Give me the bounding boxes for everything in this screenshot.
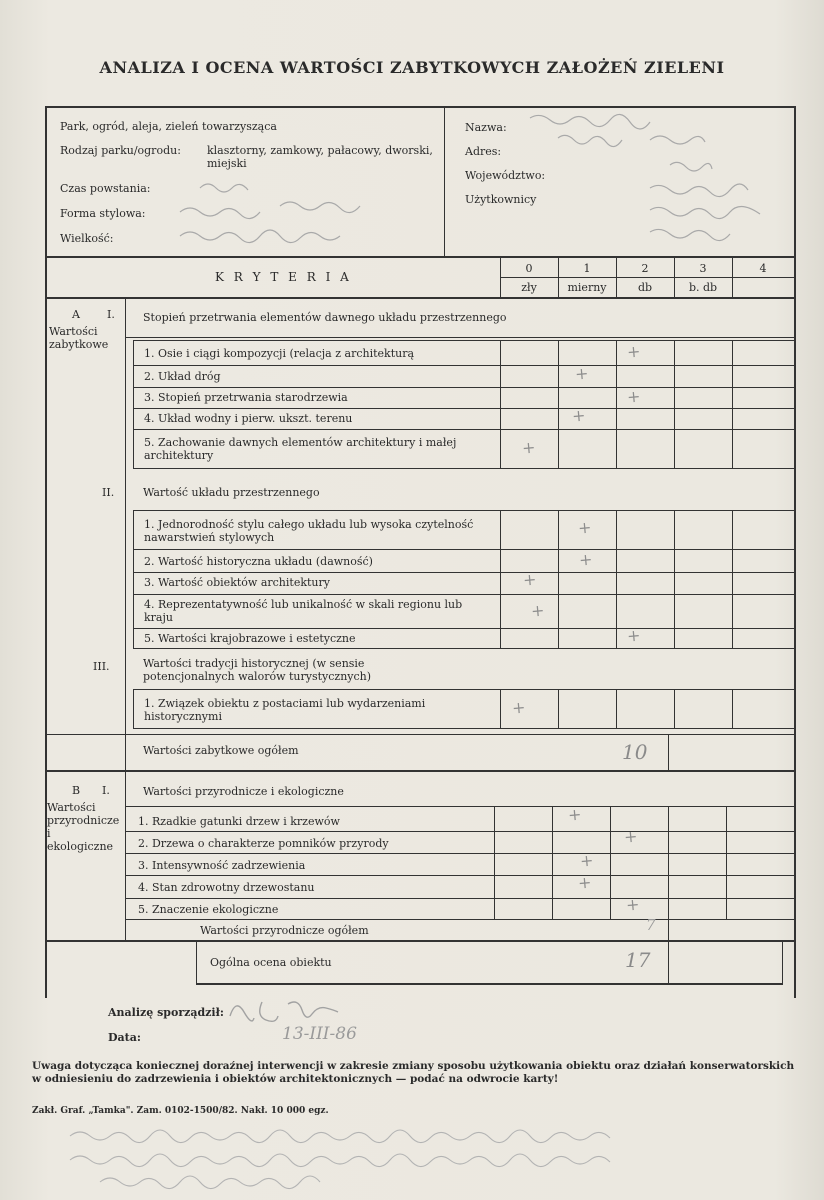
sectionA-I-title: Stopień przetrwania elementów dawnego układu przestrzennego [143, 311, 507, 324]
score-4: 4 [759, 262, 767, 275]
score-2: 2 [641, 262, 649, 275]
A-grid-c3 [674, 340, 675, 469]
sectionA-I-num: I. [107, 308, 115, 321]
AII-row-3 [133, 594, 794, 595]
park-label: Park, ogród, aleja, zieleń towarzysząca [60, 120, 277, 133]
analiza-label: Analizę sporządził: [108, 1006, 224, 1019]
sectionB-letter: B [72, 784, 81, 797]
B-item-4: 4. Stan zdrowotny drzewostanu [138, 881, 315, 894]
B-grid-c4 [726, 806, 727, 920]
mark-A-II-3: + [522, 569, 538, 590]
sectionB-title: Wartości przyrodnicze i ekologiczne [143, 785, 344, 798]
mark-A-I-4: + [571, 405, 587, 426]
data-value: 13-III-86 [282, 1024, 357, 1044]
label-col-divider [125, 299, 126, 941]
A-total-bottom [45, 770, 796, 772]
header-box-top [45, 106, 796, 108]
B-total-box [668, 919, 669, 941]
sectionA-III-title: Wartości tradycji historycznej (w sensie potencjonalnych walorów turystycznych) [143, 657, 372, 683]
mark-A-II-1: + [577, 517, 593, 538]
sectionA-II-num: II. [102, 486, 115, 499]
score-name-3: b. db [688, 281, 718, 294]
A-total-value: 10 [622, 740, 648, 764]
overall-bottom [196, 983, 783, 985]
mark-A-II-4: + [530, 600, 546, 621]
data-label: Data: [108, 1031, 141, 1044]
A-II-item-4: 4. Reprezentatywność lub unikalność w skali regionu lub kraju [144, 598, 463, 624]
B-grid-c2 [610, 806, 611, 920]
mark-A-II-5: + [626, 625, 642, 646]
AIII-grid-c2 [616, 689, 617, 728]
B-grid-c3 [668, 806, 669, 920]
B-total-bottom [45, 940, 796, 942]
B-row-3 [125, 875, 796, 876]
AII-row-5 [133, 648, 794, 649]
A-I-item-2: 2. Układ dróg [144, 370, 221, 383]
A-grid-c4 [732, 340, 733, 469]
A-row-4 [133, 429, 794, 430]
footer-note: Uwaga dotycząca koniecznej doraźnej interwencji w zakresie zmiany sposobu użytkowania obiektu oraz działań konserwatorskich w odniesieniu do zadrzewienia i obiektów architektonicznych — podać na odwrocie karty! [32, 1060, 795, 1085]
B-row-5 [125, 919, 796, 920]
A-II-item-3: 3. Wartość obiektów architektury [144, 576, 330, 589]
mark-A-III-1: + [511, 697, 527, 718]
A-row-1 [133, 365, 794, 366]
AIII-row-1 [133, 728, 794, 729]
B-item-5: 5. Znaczenie ekologiczne [138, 903, 279, 916]
A-II-item-2: 2. Wartość historyczna układu (dawność) [144, 555, 373, 568]
print-info: Zakł. Graf. „Tamka". Zam. 0102-1500/82. Nakł. 10 000 egz. [32, 1106, 329, 1116]
mark-B-2: + [623, 826, 639, 847]
AIII-grid-c1 [558, 689, 559, 728]
B-row-4 [125, 898, 796, 899]
rodzaj-label: Rodzaj parku/ogrodu: [60, 144, 181, 157]
mark-A-I-3: + [626, 386, 642, 407]
AII-row-4 [133, 628, 794, 629]
sectionB-name: Wartości przyrodniczе i ekologiczne [47, 801, 120, 853]
A-grid-c1 [558, 340, 559, 469]
forma-label: Forma stylowa: [60, 207, 146, 220]
B-grid-c0 [494, 806, 495, 920]
A-grid-c2 [616, 340, 617, 469]
handwriting-scribbles-bottom [60, 1116, 760, 1196]
A-I-item-5: 5. Zachowanie dawnych elementów architektury i małej architektury [144, 436, 457, 462]
B-item-1: 1. Rzadkie gatunki drzew i krzewów [138, 815, 340, 828]
score-0: 0 [525, 262, 533, 275]
score-3: 3 [699, 262, 707, 275]
score-1: 1 [583, 262, 591, 275]
A-II-item-1: 1. Jednorodność stylu całego układu lub wysoka czytelność nawarstwień stylowych [144, 518, 474, 544]
sectionA-I-title-bottom [125, 337, 796, 338]
header-bottom [45, 256, 796, 258]
sectionB-num: I. [102, 784, 110, 797]
mark-B-5: + [625, 894, 641, 915]
score-name-1: mierny [567, 281, 607, 294]
A-II-item-5: 5. Wartości krajobrazowe i estetyczne [144, 632, 356, 645]
A-row-2 [133, 387, 794, 388]
A-grid-left [133, 340, 134, 469]
adres-label: Adres: [465, 145, 502, 158]
B-total-label: Wartości przyrodnicze ogółem [200, 924, 369, 937]
form-title: ANALIZA I OCENA WARTOŚCI ZABYTKOWYCH ZAŁOŻEŃ ZIELENI [99, 58, 725, 77]
overall-right [782, 942, 783, 984]
rodzaj-value: klasztorny, zamkowy, pałacowy, dworski, miejski [207, 144, 433, 170]
overall-value: 17 [625, 948, 651, 972]
AIII-grid-c4 [732, 689, 733, 728]
A-III-item-1: 1. Związek obiektu z postaciami lub wydarzeniami historycznymi [144, 697, 426, 723]
overall-box [668, 942, 669, 984]
criteria-header-bottom [45, 297, 796, 299]
overall-label: Ogólna ocena obiektu [210, 956, 332, 969]
A-row-5 [133, 468, 794, 469]
AIII-grid-top [133, 689, 794, 690]
criteria-label: K R Y T E R I A [215, 270, 352, 284]
handwriting-scribbles-header [150, 110, 790, 250]
score-header-mid [500, 277, 794, 278]
AII-row-1 [133, 549, 794, 550]
B-item-2: 2. Drzewa o charakterze pomników przyrody [138, 837, 389, 850]
score-name-2: db [637, 281, 653, 294]
header-box-right [794, 106, 796, 998]
A-row-3 [133, 408, 794, 409]
uzytkownicy-label: Użytkownicy [465, 193, 537, 206]
B-grid-c1 [552, 806, 553, 920]
A-grid-c0 [500, 340, 501, 469]
mark-B-4: + [577, 872, 593, 893]
signature [222, 992, 362, 1032]
AIII-grid-c3 [674, 689, 675, 728]
A-I-item-1: 1. Osie i ciągi kompozycji (relacja z architekturą [144, 347, 415, 360]
mark-A-I-1: + [626, 341, 642, 362]
mark-B-1: + [567, 804, 583, 825]
AII-row-2 [133, 572, 794, 573]
sectionA-name: Wartości zabytkowe [49, 325, 109, 351]
A-total-top [45, 734, 796, 735]
B-total-value: 7 [646, 916, 656, 934]
AII-grid-top [133, 510, 794, 511]
AIII-grid-c0 [500, 689, 501, 728]
sectionA-letter: A [72, 308, 80, 321]
A-I-item-4: 4. Układ wodny i pierw. ukszt. terenu [144, 412, 353, 425]
A-total-box [668, 734, 669, 770]
A-grid-top [133, 340, 794, 341]
B-row-2 [125, 853, 796, 854]
header-box-left [45, 106, 47, 998]
score-name-0: zły [521, 281, 537, 294]
A-total-label: Wartości zabytkowe ogółem [143, 744, 299, 757]
wielkosc-label: Wielkość: [60, 232, 114, 245]
mark-B-3: + [579, 850, 595, 871]
B-row-1 [125, 831, 796, 832]
overall-left [196, 942, 197, 984]
sectionA-III-num: III. [93, 660, 110, 673]
mark-A-I-5: + [521, 437, 537, 458]
B-item-3: 3. Intensywność zadrzewienia [138, 859, 306, 872]
mark-A-II-2: + [578, 549, 594, 570]
czas-label: Czas powstania: [60, 182, 151, 195]
AIII-grid-left [133, 689, 134, 728]
mark-A-I-2: + [574, 363, 590, 384]
B-grid-top [125, 806, 796, 807]
nazwa-label: Nazwa: [465, 121, 507, 134]
wojewodztwo-label: Województwo: [465, 169, 546, 182]
A-I-item-3: 3. Stopień przetrwania starodrzewia [144, 391, 348, 404]
sectionA-II-title: Wartość układu przestrzennego [143, 486, 320, 499]
